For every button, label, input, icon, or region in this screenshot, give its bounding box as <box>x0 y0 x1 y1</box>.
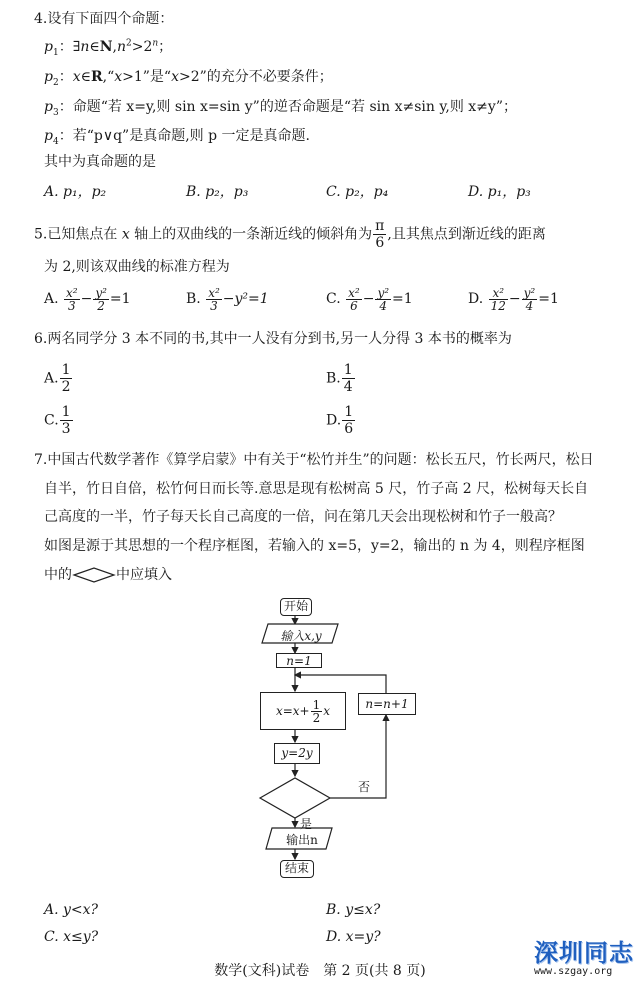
q5-angle-fraction: $\frac{\pi}{6}$ <box>375 218 385 251</box>
flow-update-y: y=2y <box>274 743 320 764</box>
q4-stem: 4.设有下面四个命题： <box>34 11 174 27</box>
q5-stem-line1: 5.已知焦点在 x 轴上的双曲线的一条渐近线的倾斜角为 $\frac{\pi}{6}$ ,且其焦点到渐近线的距离 <box>34 218 546 251</box>
q7-option-d[interactable]: D. x=y? <box>326 929 381 945</box>
q4-p1: $p_1$：$\exists n\in N,n^2>2^n$； <box>44 38 173 58</box>
q6-option-a[interactable]: A. $\frac{1}{2}$ <box>44 362 71 395</box>
q6-option-d[interactable]: D. $\frac{1}{6}$ <box>326 404 354 437</box>
flow-no-label: 否 <box>358 780 371 794</box>
flow-start: 开始 <box>280 598 312 616</box>
q7-option-a[interactable]: A. y<x? <box>44 902 99 918</box>
q5-option-d[interactable]: D. $\frac{\text{x²}}{12}$ − $\frac{\text{y²}}{4}$ =1 <box>468 285 559 313</box>
watermark-title: 深圳同志 <box>534 939 634 967</box>
q4-option-b[interactable]: B. p₂，p₃ <box>186 184 249 200</box>
q7-line5: 中的 中应填入 <box>44 567 172 583</box>
q7-line4: 如图是源于其思想的一个程序框图，若输入的 x=5，y=2，输出的 n 为 4，则程序框图 <box>44 538 585 554</box>
q5-option-a[interactable]: A. $\frac{\text{x²}}{3}$ − $\frac{\text{y²}}{2}$ =1 <box>44 285 131 313</box>
watermark-logo <box>534 940 638 984</box>
q6-option-b[interactable]: B. $\frac{1}{4}$ <box>326 362 353 395</box>
flow-output: 输出n <box>286 833 318 847</box>
diamond-icon <box>72 567 116 583</box>
q6-option-c[interactable]: C. $\frac{1}{3}$ <box>44 404 71 437</box>
flow-end: 结束 <box>280 860 314 878</box>
flow-yes-label: 是 <box>300 817 313 831</box>
q7-line3: 己高度的一半，竹子每天长自己高度的一倍，问在第几天会出现松树和竹子一般高？ <box>44 509 562 525</box>
q5-option-c[interactable]: C. $\frac{\text{x²}}{6}$ − $\frac{\text{y²}}{4}$ =1 <box>326 285 413 313</box>
q4-p2: $p_2$：x∈R,“x>1”是“x>2”的充分不必要条件； <box>44 69 333 88</box>
q7-option-c[interactable]: C. x≤y? <box>44 929 99 945</box>
q7-option-b[interactable]: B. y≤x? <box>326 902 381 918</box>
q4-option-d[interactable]: D. p₁，p₃ <box>468 184 531 200</box>
watermark-url: www.szgay.org <box>534 966 613 977</box>
q4-p3: $p_3$：命题“若 x=y,则 sin x=sin y”的逆否命题是“若 sin x≠sin y,则 x≠y”； <box>44 99 517 118</box>
q5-stem-line2: 为 2,则该双曲线的标准方程为 <box>44 259 230 275</box>
q4-p4: $p_4$：若“p∨q”是真命题,则 p 一定是真命题. <box>44 128 310 147</box>
flow-init: n=1 <box>276 653 322 668</box>
flow-input: 输入x,y <box>280 629 322 643</box>
q5-option-b[interactable]: B. $\frac{\text{x²}}{3}$ −y²=1 <box>186 285 269 313</box>
q7-line2: 自半，竹日自倍，松竹何日而长等.意思是现有松树高 5 尺，竹子高 2 尺，松树每天长自 <box>44 481 589 497</box>
page-footer: 数学(文科)试卷 第 2 页(共 8 页) <box>214 963 426 979</box>
q7-line1: 7.中国古代数学著作《算学启蒙》中有关于“松竹并生”的问题：松长五尺，竹长两尺，松日 <box>34 452 594 468</box>
q4-option-a[interactable]: A. p₁，p₂ <box>44 184 107 200</box>
flow-update-n: n=n+1 <box>358 693 416 715</box>
q4-option-c[interactable]: C. p₂，p₄ <box>326 184 389 200</box>
q7-flowchart <box>240 596 440 886</box>
q6-stem: 6.两名同学分 3 本不同的书,其中一人没有分到书,另一人分得 3 本书的概率为 <box>34 331 512 347</box>
q4-ask: 其中为真命题的是 <box>44 154 156 170</box>
flow-update-x: x=x+ $\frac{1}{2}$ x <box>260 692 346 730</box>
